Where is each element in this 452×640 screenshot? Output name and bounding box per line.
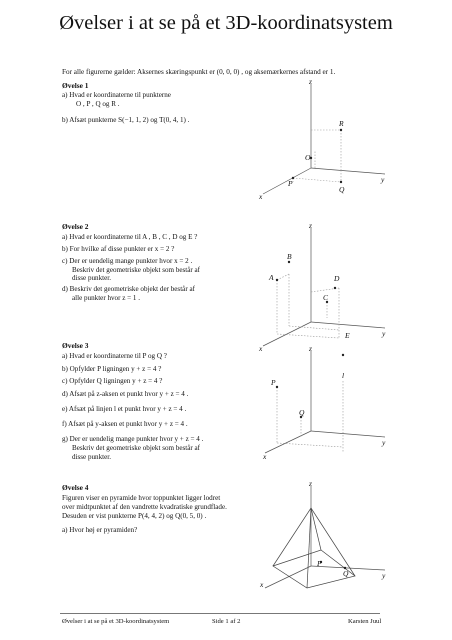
exercise-4-text-3: Desuden er vist punkterne P(4, 4, 2) og Q(0, 5, 0) .	[62, 512, 207, 520]
fig2-z-label: z	[309, 221, 312, 230]
exercise-3-g-line2: Beskriv det geometriske objekt som består af	[72, 444, 201, 452]
fig4-x-label: x	[260, 580, 264, 589]
fig4-y-label: y	[382, 571, 386, 580]
exercise-1-a-points: O , P , Q og R .	[76, 100, 120, 108]
fig2-point-e: E	[345, 331, 350, 340]
exercise-4-text-2: over midtpunktet af den vandrette kvadratiske grundflade.	[62, 503, 227, 511]
exercise-3-a: a) Hvad er koordinaterne til P og Q ?	[62, 352, 167, 360]
exercise-3-g-line3: disse punkter.	[72, 453, 112, 461]
exercise-2-c-line2: Beskriv det geometriske objekt som består af	[72, 266, 201, 274]
exercise-1-a: a) Hvad er koordinaterne til punkterne	[62, 91, 171, 99]
footer-page-number: Side 1 af 2	[212, 618, 241, 625]
exercise-2-c: c) Der er uendelig mange punkter hvor x = 2 .	[62, 257, 193, 265]
fig1-y-label: y	[381, 175, 385, 184]
intro-text: For alle figurerne gælder: Aksernes skæringspunkt er (0, 0, 0) , og aksemærkernes afstand er 1.	[62, 68, 336, 76]
fig1-point-q: Q	[339, 185, 345, 194]
exercise-1-b: b) Afsæt punkterne S(−1, 1, 2) og T(0, 4, 1) .	[62, 116, 190, 124]
fig4-z-label: z	[309, 479, 312, 488]
exercise-3-title: Øvelse 3	[62, 341, 89, 350]
exercise-2-c-line3: disse punkter.	[72, 274, 112, 282]
fig3-x-label: x	[263, 452, 267, 461]
fig1-z-label: z	[309, 77, 312, 86]
footer-author: Karsten Juul	[348, 618, 382, 625]
figure-4-pyramid	[255, 480, 395, 595]
exercise-3-b: b) Opfylder P ligningen y + z = 4 ?	[62, 365, 162, 373]
fig3-point-p: P	[271, 378, 276, 387]
exercise-4-text-1: Figuren viser en pyramide hvor toppunktet ligger lodret	[62, 494, 221, 502]
footer-left: Øvelser i at se på et 3D-koordinatsystem	[62, 618, 170, 625]
exercise-3-c: c) Opfylder Q ligningen y + z = 4 ?	[62, 377, 163, 385]
fig2-point-d: D	[334, 274, 340, 283]
footer-divider	[60, 613, 380, 614]
fig3-line-l: l	[342, 371, 345, 380]
exercise-4-title: Øvelse 4	[62, 483, 89, 492]
figure-2-coordinate-system	[255, 222, 395, 352]
fig3-point-q: Q	[299, 408, 305, 417]
fig1-point-o: O	[305, 153, 311, 162]
fig4-point-p: P	[317, 559, 322, 568]
exercise-2-b: b) For hvilke af disse punkter er x = 2 ?	[62, 245, 175, 253]
exercise-4-a: a) Hvor høj er pyramiden?	[62, 526, 138, 534]
fig2-point-c: C	[323, 293, 329, 302]
fig1-point-p: P	[288, 179, 293, 188]
fig2-point-b: B	[287, 252, 292, 261]
figure-1-coordinate-system	[255, 78, 395, 203]
exercise-3-g: g) Der er uendelig mange punkter hvor y + z = 4 .	[62, 435, 204, 443]
exercise-3-d: d) Afsæt på z-aksen et punkt hvor y + z = 4 .	[62, 390, 189, 398]
fig3-y-label: y	[382, 438, 386, 447]
fig2-point-a: A	[269, 273, 274, 282]
exercise-2-title: Øvelse 2	[62, 222, 89, 231]
exercise-1-title: Øvelse 1	[62, 81, 89, 90]
exercise-2-d-line2: alle punkter hvor z = 1 .	[72, 294, 141, 302]
fig1-point-r: R	[339, 119, 344, 128]
exercise-3-e: e) Afsæt på linjen l et punkt hvor y + z = 4 .	[62, 405, 187, 413]
fig3-z-label: z	[309, 344, 312, 353]
fig4-point-q: Q	[343, 569, 349, 578]
fig1-x-label: x	[259, 192, 263, 201]
fig2-y-label: y	[382, 329, 386, 338]
exercise-2-d: d) Beskriv det geometriske objekt der består af	[62, 285, 195, 293]
figure-3-coordinate-system	[255, 345, 395, 463]
fig2-x-label: x	[259, 344, 263, 353]
page-title: Øvelser i at se på et 3D-koordinatsystem	[59, 12, 393, 34]
exercise-3-f: f) Afsæt på y-aksen et punkt hvor y + z = 4 .	[62, 420, 188, 428]
exercise-2-a: a) Hvad er koordinaterne til A , B , C , D og E ?	[62, 233, 198, 241]
